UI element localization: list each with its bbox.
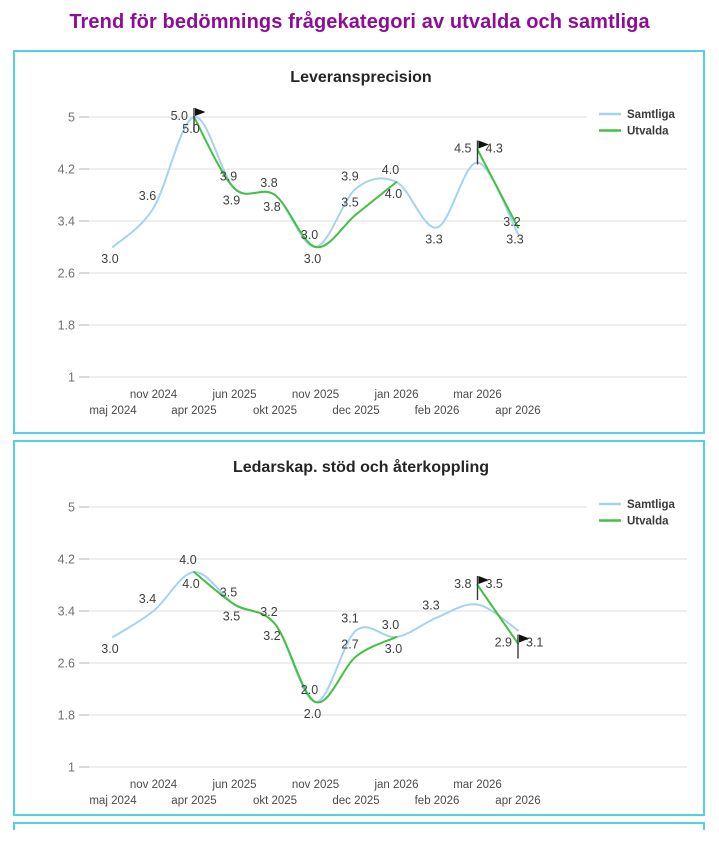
x-axis-tick-label: okt 2025: [252, 405, 298, 417]
data-label: 3.0: [381, 618, 400, 632]
y-axis-tick-label: 1: [68, 760, 75, 775]
data-label: 3.3: [506, 232, 524, 247]
y-axis-tick-label: 4.2: [57, 552, 75, 567]
y-axis-tick-label: 1: [68, 370, 75, 385]
x-axis-tick-label: apr 2026: [495, 405, 541, 417]
data-label: 5.0: [170, 109, 188, 123]
x-axis-tick-label: feb 2026: [414, 795, 460, 807]
data-label: 3.8: [263, 200, 281, 214]
y-axis-tick-label: 1.8: [57, 318, 75, 333]
data-label: 3.3: [422, 598, 440, 613]
data-label: 4.0: [384, 187, 403, 201]
chart-title: Ledarskap. stöd och återkoppling: [232, 459, 490, 476]
next-chart-card-partial: [13, 822, 705, 830]
x-axis-tick-label: jan 2026: [374, 779, 419, 791]
data-label: 3.8: [454, 577, 472, 591]
data-label: 3.5: [219, 585, 238, 600]
data-label: 3.0: [384, 642, 403, 656]
line-chart-leveransprecision: [15, 52, 703, 432]
data-label: 3.2: [260, 605, 278, 619]
x-axis-tick-label: jun 2025: [212, 389, 257, 401]
y-axis-tick-label: 2.6: [57, 656, 75, 671]
legend-label: Samtliga: [627, 109, 675, 121]
y-axis-tick-label: 5: [68, 500, 75, 515]
x-axis-tick-label: mar 2026: [453, 389, 502, 401]
y-axis-tick-label: 3.4: [57, 214, 75, 229]
data-label: 3.1: [526, 635, 544, 650]
x-axis-tick-label: maj 2024: [89, 795, 137, 807]
data-label: 3.5: [341, 195, 359, 210]
y-axis-tick-label: 5: [68, 110, 75, 125]
chart-title: Leveransprecision: [290, 69, 432, 86]
x-axis-tick-label: nov 2025: [291, 779, 340, 791]
data-label: 2.0: [300, 683, 319, 697]
data-label: 3.1: [341, 611, 359, 626]
x-axis-tick-label: jun 2025: [212, 779, 257, 791]
data-label: 3.4: [138, 592, 157, 606]
data-label: 4.0: [179, 553, 197, 567]
data-label: 2.7: [341, 637, 359, 652]
y-axis-tick-label: 4.2: [57, 162, 75, 177]
y-axis-tick-label: 2.6: [57, 266, 75, 281]
data-label: 3.9: [341, 169, 359, 184]
x-axis-tick-label: nov 2025: [291, 389, 340, 401]
data-label: 3.0: [303, 252, 322, 266]
data-label: 4.0: [182, 577, 200, 591]
y-axis-tick-label: 3.4: [57, 604, 75, 619]
x-axis-tick-label: okt 2025: [252, 795, 298, 807]
legend-label: Samtliga: [627, 499, 675, 511]
data-label: 4.5: [454, 141, 472, 156]
line-chart-ledarskap: [15, 442, 703, 814]
x-axis-tick-label: dec 2025: [332, 405, 380, 417]
legend-label: Utvalda: [627, 125, 669, 138]
data-label: 3.0: [300, 228, 319, 242]
data-label: 3.9: [219, 169, 238, 184]
x-axis-tick-label: apr 2025: [171, 795, 217, 807]
data-label: 4.3: [485, 141, 503, 156]
data-label: 2.0: [303, 707, 322, 721]
x-axis-tick-label: maj 2024: [89, 405, 137, 417]
chart-card-leveransprecision: [13, 50, 705, 434]
x-axis-tick-label: dec 2025: [332, 795, 380, 807]
data-label: 3.8: [260, 176, 278, 190]
x-axis-tick-label: mar 2026: [453, 779, 502, 791]
data-label: 3.9: [222, 193, 241, 208]
data-label: 3.6: [138, 189, 157, 203]
x-axis-tick-label: nov 2024: [129, 389, 178, 401]
data-label: 3.0: [101, 642, 119, 656]
data-label: 3.5: [485, 577, 503, 591]
data-label: 3.2: [263, 629, 281, 643]
data-label: 5.0: [182, 122, 200, 136]
data-label: 4.0: [381, 163, 400, 177]
legend-label: Utvalda: [627, 515, 669, 528]
page-title: Trend för bedömnings frågekategori av utvalda och samtliga: [69, 11, 650, 33]
x-axis-tick-label: nov 2024: [129, 779, 178, 791]
x-axis-tick-label: apr 2025: [171, 405, 217, 417]
chart-card-ledarskap: [13, 440, 705, 816]
x-axis-tick-label: jan 2026: [374, 389, 419, 401]
x-axis-tick-label: feb 2026: [414, 405, 460, 417]
data-label: 3.3: [425, 232, 443, 247]
data-label: 3.0: [101, 252, 119, 266]
data-label: 3.5: [222, 609, 241, 624]
x-axis-tick-label: apr 2026: [495, 795, 541, 807]
y-axis-tick-label: 1.8: [57, 708, 75, 723]
data-label: 2.9: [494, 635, 512, 650]
dashboard-page: [0, 11, 719, 830]
data-label: 3.2: [503, 215, 521, 229]
